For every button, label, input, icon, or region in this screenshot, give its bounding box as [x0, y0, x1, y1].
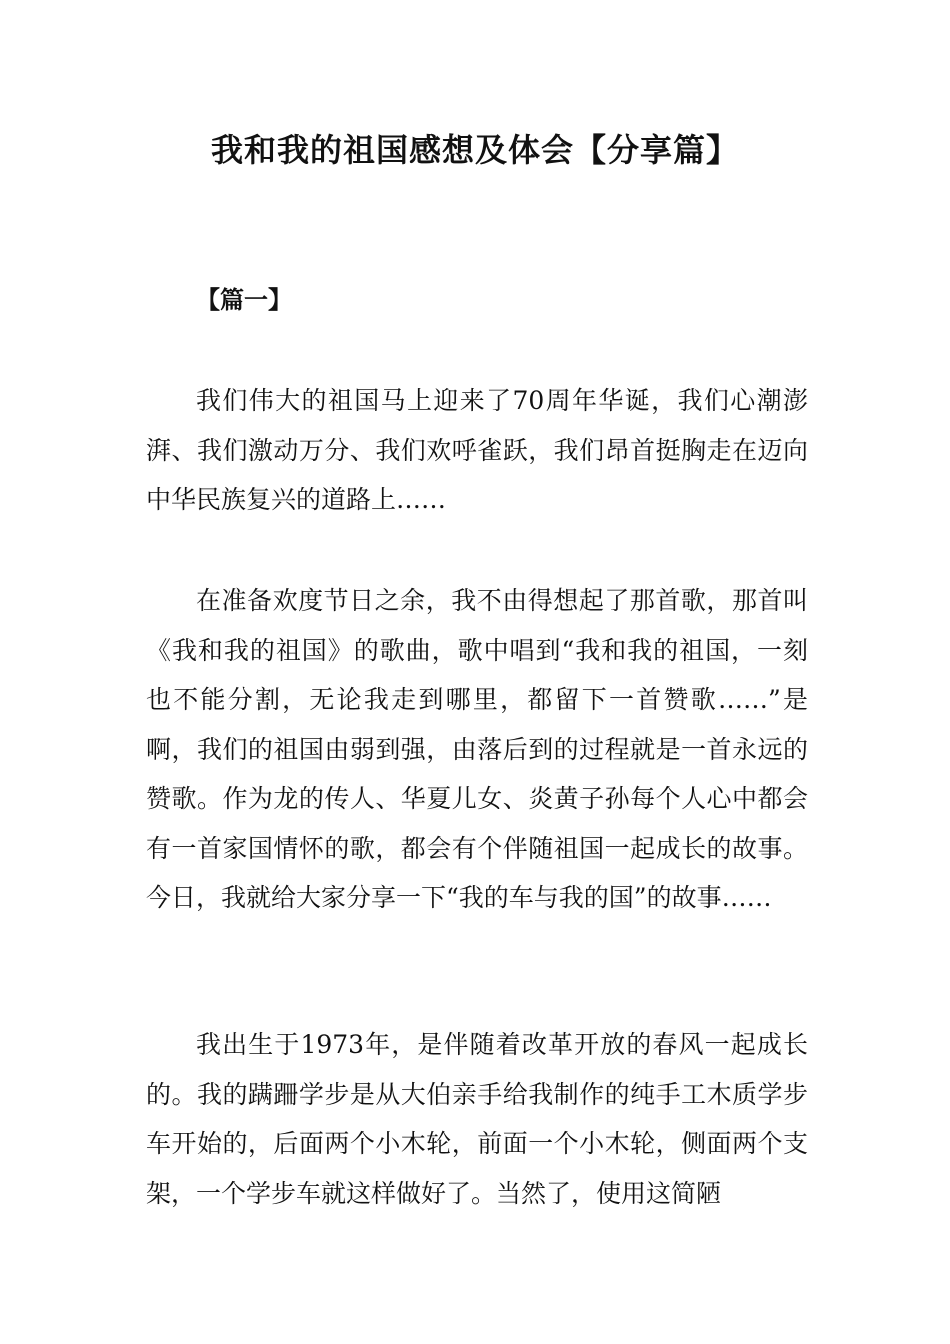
paragraph-1: 我们伟大的祖国马上迎来了70周年华诞，我们心潮澎湃、我们激动万分、我们欢呼雀跃，我们昂首挺胸走在迈向中华民族复兴的道路上……: [146, 386, 808, 514]
section-label: 【篇一】: [196, 286, 292, 314]
paragraph-2: 在准备欢度节日之余，我不由得想起了那首歌，那首叫《我和我的祖国》的歌曲，歌中唱到“我和我的祖国，一刻也不能分割，无论我走到哪里，都留下一首赞歌……”是啊，我们的祖国由弱到强，由落后到的过程就是一首永远的赞歌。作为龙的传人、华夏儿女、炎黄子孙每个人心中都会有一首家国情怀的歌，都会有个伴随祖国一起成长的故事。今日，我就给大家分享一下“我的车与我的国”的故事……: [146, 586, 808, 912]
paragraph-3: 我出生于1973年，是伴随着改革开放的春风一起成长的。我的蹒跚学步是从大伯亲手给我制作的纯手工木质学步车开始的，后面两个小木轮，前面一个小木轮，侧面两个支架，一个学步车就这样做好了。当然了，使用这简陋: [146, 1030, 808, 1208]
document-title: 我和我的祖国感想及体会【分享篇】: [210, 131, 739, 169]
